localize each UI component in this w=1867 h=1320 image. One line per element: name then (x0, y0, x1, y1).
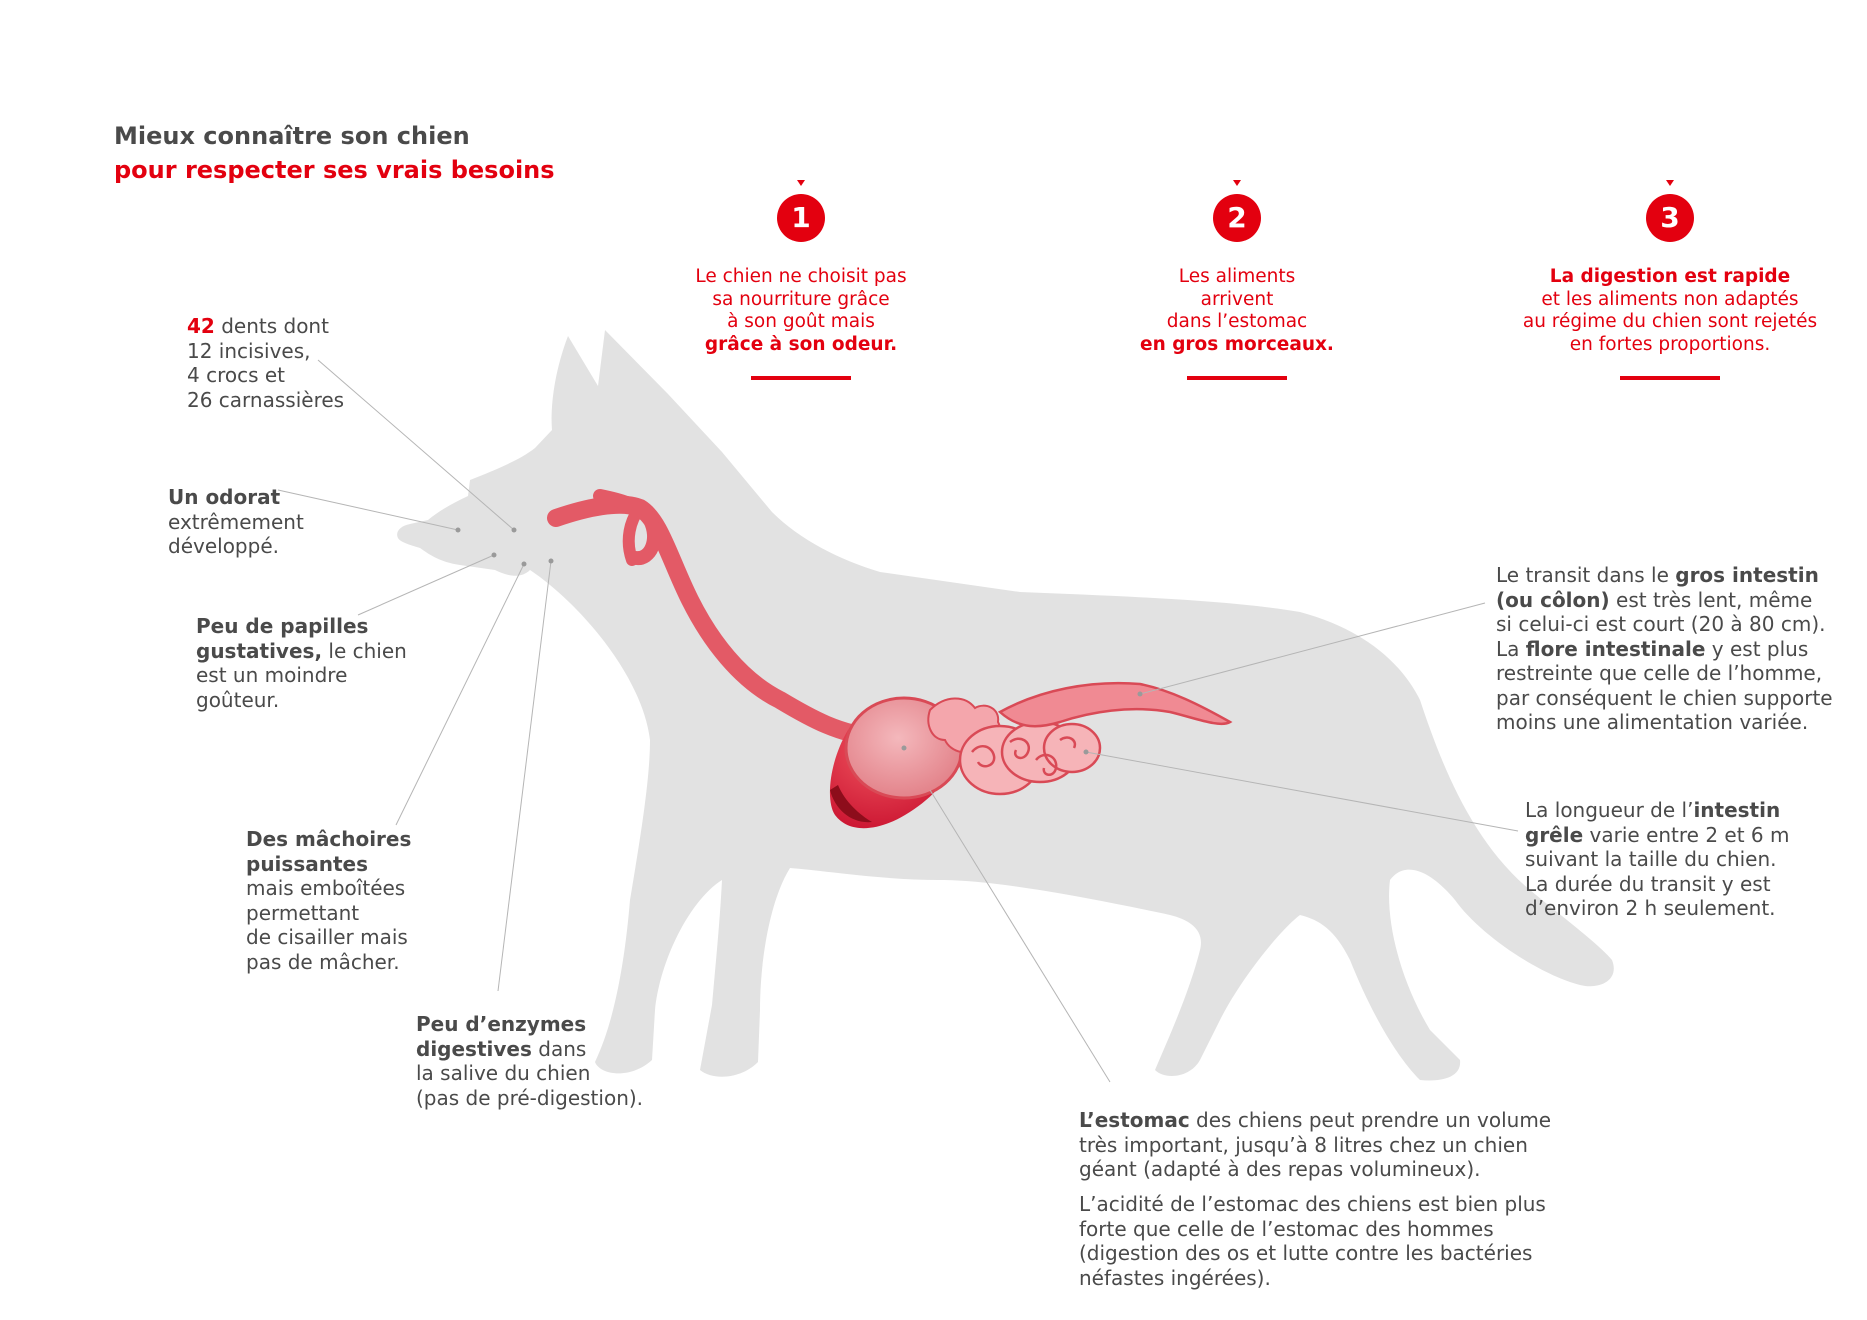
annotation-line (1525, 798, 1789, 823)
step-divider (1187, 376, 1287, 380)
step-line: en gros morceaux. (1140, 333, 1334, 355)
step-text (1077, 266, 1397, 356)
step-line: sa nourriture grâce (712, 288, 890, 310)
annotation-text-run: très important, jusqu’à 8 litres chez un chien (1079, 1132, 1528, 1157)
annotation-line (1496, 612, 1833, 637)
stomach-annotation (1079, 1108, 1551, 1182)
annotation-text-run: 12 incisives, (187, 338, 311, 363)
annotation-text-run: moins une alimentation variée. (1496, 710, 1809, 734)
annotation-text-run: de cisailler mais (246, 925, 408, 949)
annotation-text-run: si celui-ci est court (20 à 80 cm). (1496, 612, 1826, 636)
annotation-line (1496, 563, 1833, 588)
annotation-text-run: gros intestin (1675, 563, 1819, 587)
step-arrow-icon (1233, 180, 1241, 186)
page-subtitle: pour respecter ses vrais besoins (114, 156, 555, 184)
small-intestine-annotation (1525, 798, 1789, 921)
annotation-text-run: gustatives, (196, 638, 323, 663)
annotation-text-run: restreinte que celle de l’homme, (1496, 661, 1823, 685)
acidity-annotation (1079, 1192, 1546, 1290)
annotation-text-run: (pas de pré-digestion). (416, 1085, 644, 1110)
annotation-text-run: La (1496, 636, 1526, 661)
annotation-line (168, 510, 304, 535)
annotation-text-run: Peu de papilles (196, 614, 369, 638)
step-line: et les aliments non adaptés (1541, 288, 1799, 310)
annotation-text-run: est très lent, même (1609, 587, 1813, 612)
annotation-line (168, 485, 304, 510)
annotation-text-run: géant (adapté à des repas volumineux). (1079, 1157, 1481, 1181)
teeth-annotation (187, 314, 344, 412)
annotation-line (1079, 1241, 1546, 1266)
annotation-text-run: Le transit dans le (1496, 563, 1676, 587)
step-number-badge: 3 (1646, 194, 1694, 242)
annotation-line (187, 363, 344, 388)
annotation-text-run: intestin (1693, 798, 1781, 822)
annotation-line (246, 901, 411, 926)
annotation-text-run: le chien (322, 638, 407, 663)
annotation-text-run: La durée du transit y est (1525, 871, 1771, 896)
taste-annotation (196, 614, 407, 712)
step-2 (1077, 180, 1397, 380)
annotation-text-run: La longueur de l’ (1525, 798, 1694, 822)
annotation-line (1496, 710, 1833, 735)
annotation-line (1079, 1157, 1551, 1182)
step-line: au régime du chien sont rejetés (1522, 311, 1818, 332)
step-text (1510, 266, 1830, 356)
step-divider (751, 376, 851, 380)
annotation-line (1079, 1266, 1546, 1291)
annotation-text-run: suivant la taille du chien. (1525, 847, 1777, 871)
annotation-text-run: extrêmement (168, 509, 304, 534)
step-line: Les aliments (1178, 266, 1296, 287)
annotation-text-run: goûteur. (196, 687, 280, 712)
annotation-line (416, 1086, 643, 1111)
annotation-line (246, 852, 411, 877)
annotation-line (1079, 1192, 1546, 1217)
annotation-text-run: puissantes (246, 851, 368, 876)
step-line: arrivent (1200, 288, 1274, 310)
step-line: à son goût mais (727, 311, 875, 332)
annotation-text-run: L’estomac (1079, 1108, 1190, 1132)
annotation-line (1496, 661, 1833, 686)
annotation-line (1079, 1217, 1546, 1242)
annotation-text-run: varie entre 2 et 6 m (1583, 822, 1790, 847)
annotation-line (196, 663, 407, 688)
annotation-line (1496, 588, 1833, 613)
step-text (641, 266, 961, 356)
annotation-text-run: 4 crocs et (187, 363, 286, 387)
annotation-text-run: pas de mâcher. (246, 949, 400, 974)
annotation-text-run: par conséquent le chien supporte (1496, 685, 1833, 710)
annotation-line (187, 314, 344, 339)
step-arrow-icon (1666, 180, 1674, 186)
step-line: dans l’estomac (1166, 311, 1308, 332)
step-line: en fortes proportions. (1569, 333, 1771, 355)
step-divider (1620, 376, 1720, 380)
annotation-text-run: flore intestinale (1525, 636, 1706, 661)
step-line: grâce à son odeur. (704, 333, 898, 355)
smell-annotation (168, 485, 304, 559)
annotation-line (196, 639, 407, 664)
annotation-line (196, 688, 407, 713)
annotation-line (416, 1037, 643, 1062)
annotation-line (1079, 1108, 1551, 1133)
annotation-line (187, 388, 344, 413)
annotation-line (246, 925, 411, 950)
jaws-annotation (246, 827, 411, 974)
annotation-text-run: Peu d’enzymes (416, 1012, 587, 1036)
annotation-text-run: grêle (1525, 822, 1584, 847)
annotation-line (416, 1061, 643, 1086)
annotation-text-run: dents dont (214, 314, 329, 338)
annotation-text-run: (digestion des os et lutte contre les bactéries (1079, 1241, 1533, 1265)
annotation-line (1079, 1133, 1551, 1158)
annotation-line (1496, 686, 1833, 711)
enzymes-annotation (416, 1012, 643, 1110)
annotation-line (1525, 896, 1789, 921)
annotation-text-run: digestives (416, 1036, 532, 1061)
annotation-line (416, 1012, 643, 1037)
annotation-text-run: permettant (246, 900, 360, 925)
step-number-badge: 1 (777, 194, 825, 242)
annotation-line (246, 876, 411, 901)
annotation-text-run: la salive du chien (416, 1061, 591, 1085)
annotation-text-run: des chiens peut prendre un volume (1189, 1108, 1552, 1132)
step-3 (1510, 180, 1830, 380)
annotation-text-run: L’acidité de l’estomac des chiens est bien plus (1079, 1192, 1546, 1216)
page-title: Mieux connaître son chien (114, 122, 470, 150)
annotation-text-run: 26 carnassières (187, 387, 345, 412)
annotation-text-run: mais emboîtées (246, 876, 406, 900)
annotation-line (246, 827, 411, 852)
annotation-text-run: Un odorat (168, 485, 281, 509)
annotation-text-run: y est plus (1705, 636, 1809, 661)
annotation-line (196, 614, 407, 639)
annotation-line (187, 339, 344, 364)
step-1 (641, 180, 961, 380)
annotation-text-run: d’environ 2 h seulement. (1525, 896, 1776, 920)
annotation-line (168, 534, 304, 559)
annotation-text-run: (ou côlon) (1496, 587, 1610, 612)
annotation-text-run: développé. (168, 534, 279, 558)
dog-silhouette (397, 330, 1614, 1080)
step-arrow-icon (797, 180, 805, 186)
annotation-line (1525, 823, 1789, 848)
annotation-text-run: est un moindre (196, 663, 348, 687)
annotation-line (1525, 847, 1789, 872)
annotation-text-run: 42 (187, 314, 215, 338)
annotation-line (246, 950, 411, 975)
annotation-text-run: dans (531, 1036, 587, 1061)
annotation-line (1525, 872, 1789, 897)
annotation-line (1496, 637, 1833, 662)
annotation-text-run: forte que celle de l’estomac des hommes (1079, 1216, 1494, 1241)
step-line: La digestion est rapide (1549, 266, 1791, 287)
colon-annotation (1496, 563, 1833, 735)
step-number-badge: 2 (1213, 194, 1261, 242)
step-line: Le chien ne choisit pas (695, 266, 907, 287)
annotation-text-run: néfastes ingérées). (1079, 1265, 1271, 1290)
annotation-text-run: Des mâchoires (246, 827, 412, 851)
